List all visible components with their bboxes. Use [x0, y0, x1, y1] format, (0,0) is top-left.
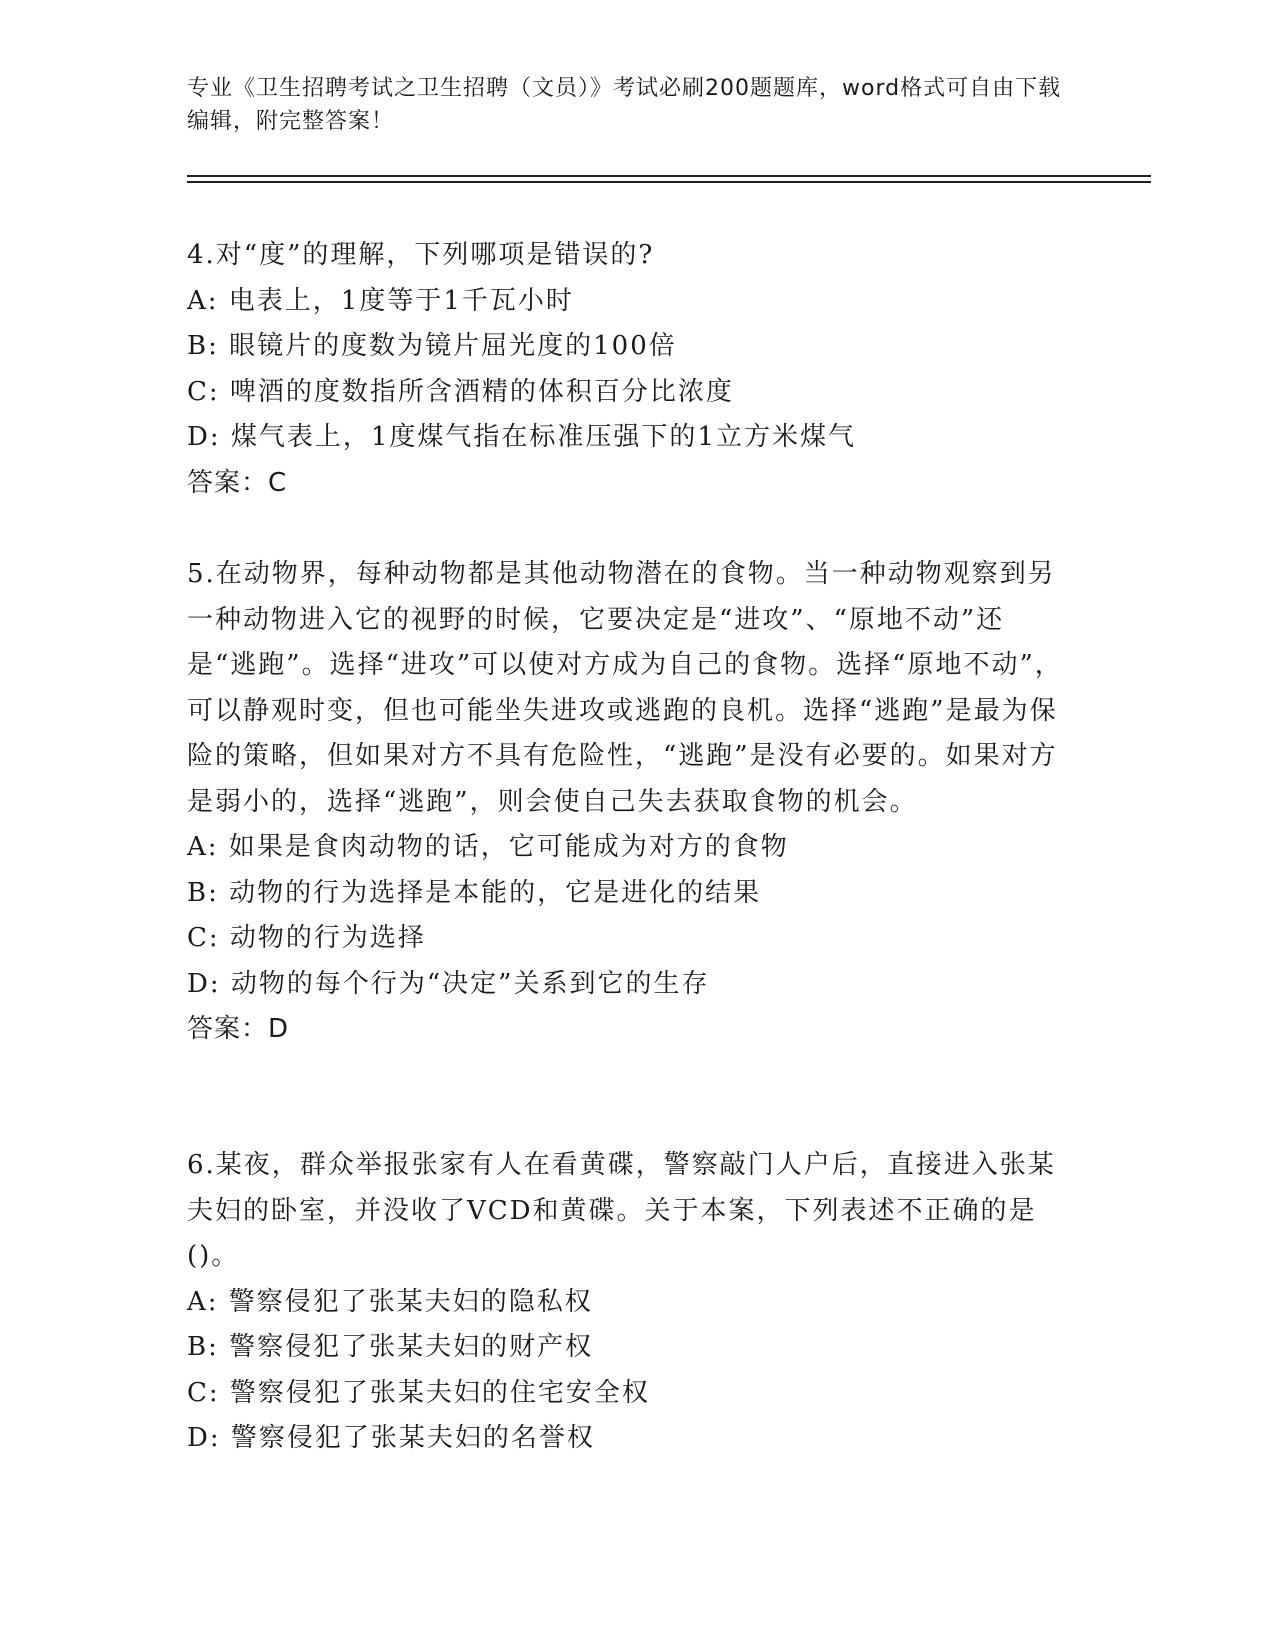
option-a: A: 如果是食肉动物的话，它可能成为对方的食物 [187, 832, 789, 862]
option-d: D: 动物的每个行为“决定”关系到它的生存 [187, 968, 710, 999]
question-text: 5.在动物界，每种动物都是其他动物潜在的食物。当一种动物观察到另一种动物进入它的视野的时候，它要决定是“进攻”、“原地不动”还是“逃跑”。选择“进攻”可以使对方成为自己的食物。选择“原地不动”，可以静观时变，但也可能坐失进攻或逃跑的良机。选择“逃跑”是最为保险的策略，但如果对方不具有危险性，“逃跑”是没有必要的。如果对方是弱小的，选择“逃跑”，则会使自己失去获取食物的机会。 [187, 559, 1063, 817]
option-d: D: 煤气表上，1度煤气指在标准压强下的1立方米煤气 [187, 422, 856, 452]
question-5 [187, 552, 1067, 1053]
question-4 [187, 233, 1067, 506]
question-text: 6.某夜，群众举报张家有人在看黄碟，警察敲门人户后，直接进入张某夫妇的卧室，并没收了VCD和黄碟。关于本案，下列表述不正确的是()。 [187, 1150, 1056, 1271]
option-a: A: 电表上，1度等于1千瓦小时 [187, 285, 574, 316]
option-c: C: 啤酒的度数指所含酒精的体积百分比浓度 [187, 376, 734, 407]
answer-label: 答案：D [187, 1014, 290, 1044]
option-c: C: 动物的行为选择 [187, 923, 426, 953]
question-6 [187, 1143, 1067, 1462]
header-divider-bottom [187, 181, 1151, 183]
answer-label: 答案：C [187, 467, 288, 498]
option-c: C: 警察侵犯了张某夫妇的住宅安全权 [187, 1377, 650, 1408]
option-d: D: 警察侵犯了张某夫妇的名誉权 [187, 1423, 595, 1453]
document-title: 专业《卫生招聘考试之卫生招聘（文员）》考试必刷200题题库，word格式可自由下载编辑，附完整答案！ [187, 76, 1062, 134]
option-b: B: 动物的行为选择是本能的，它是进化的结果 [187, 877, 762, 908]
question-text: 4.对“度”的理解，下列哪项是错误的? [187, 240, 655, 270]
option-b: B: 警察侵犯了张某夫妇的财产权 [187, 1332, 594, 1362]
header-divider-top [187, 175, 1151, 177]
option-b: B: 眼镜片的度数为镜片屈光度的100倍 [187, 331, 677, 361]
option-a: A: 警察侵犯了张某夫妇的隐私权 [187, 1286, 593, 1317]
